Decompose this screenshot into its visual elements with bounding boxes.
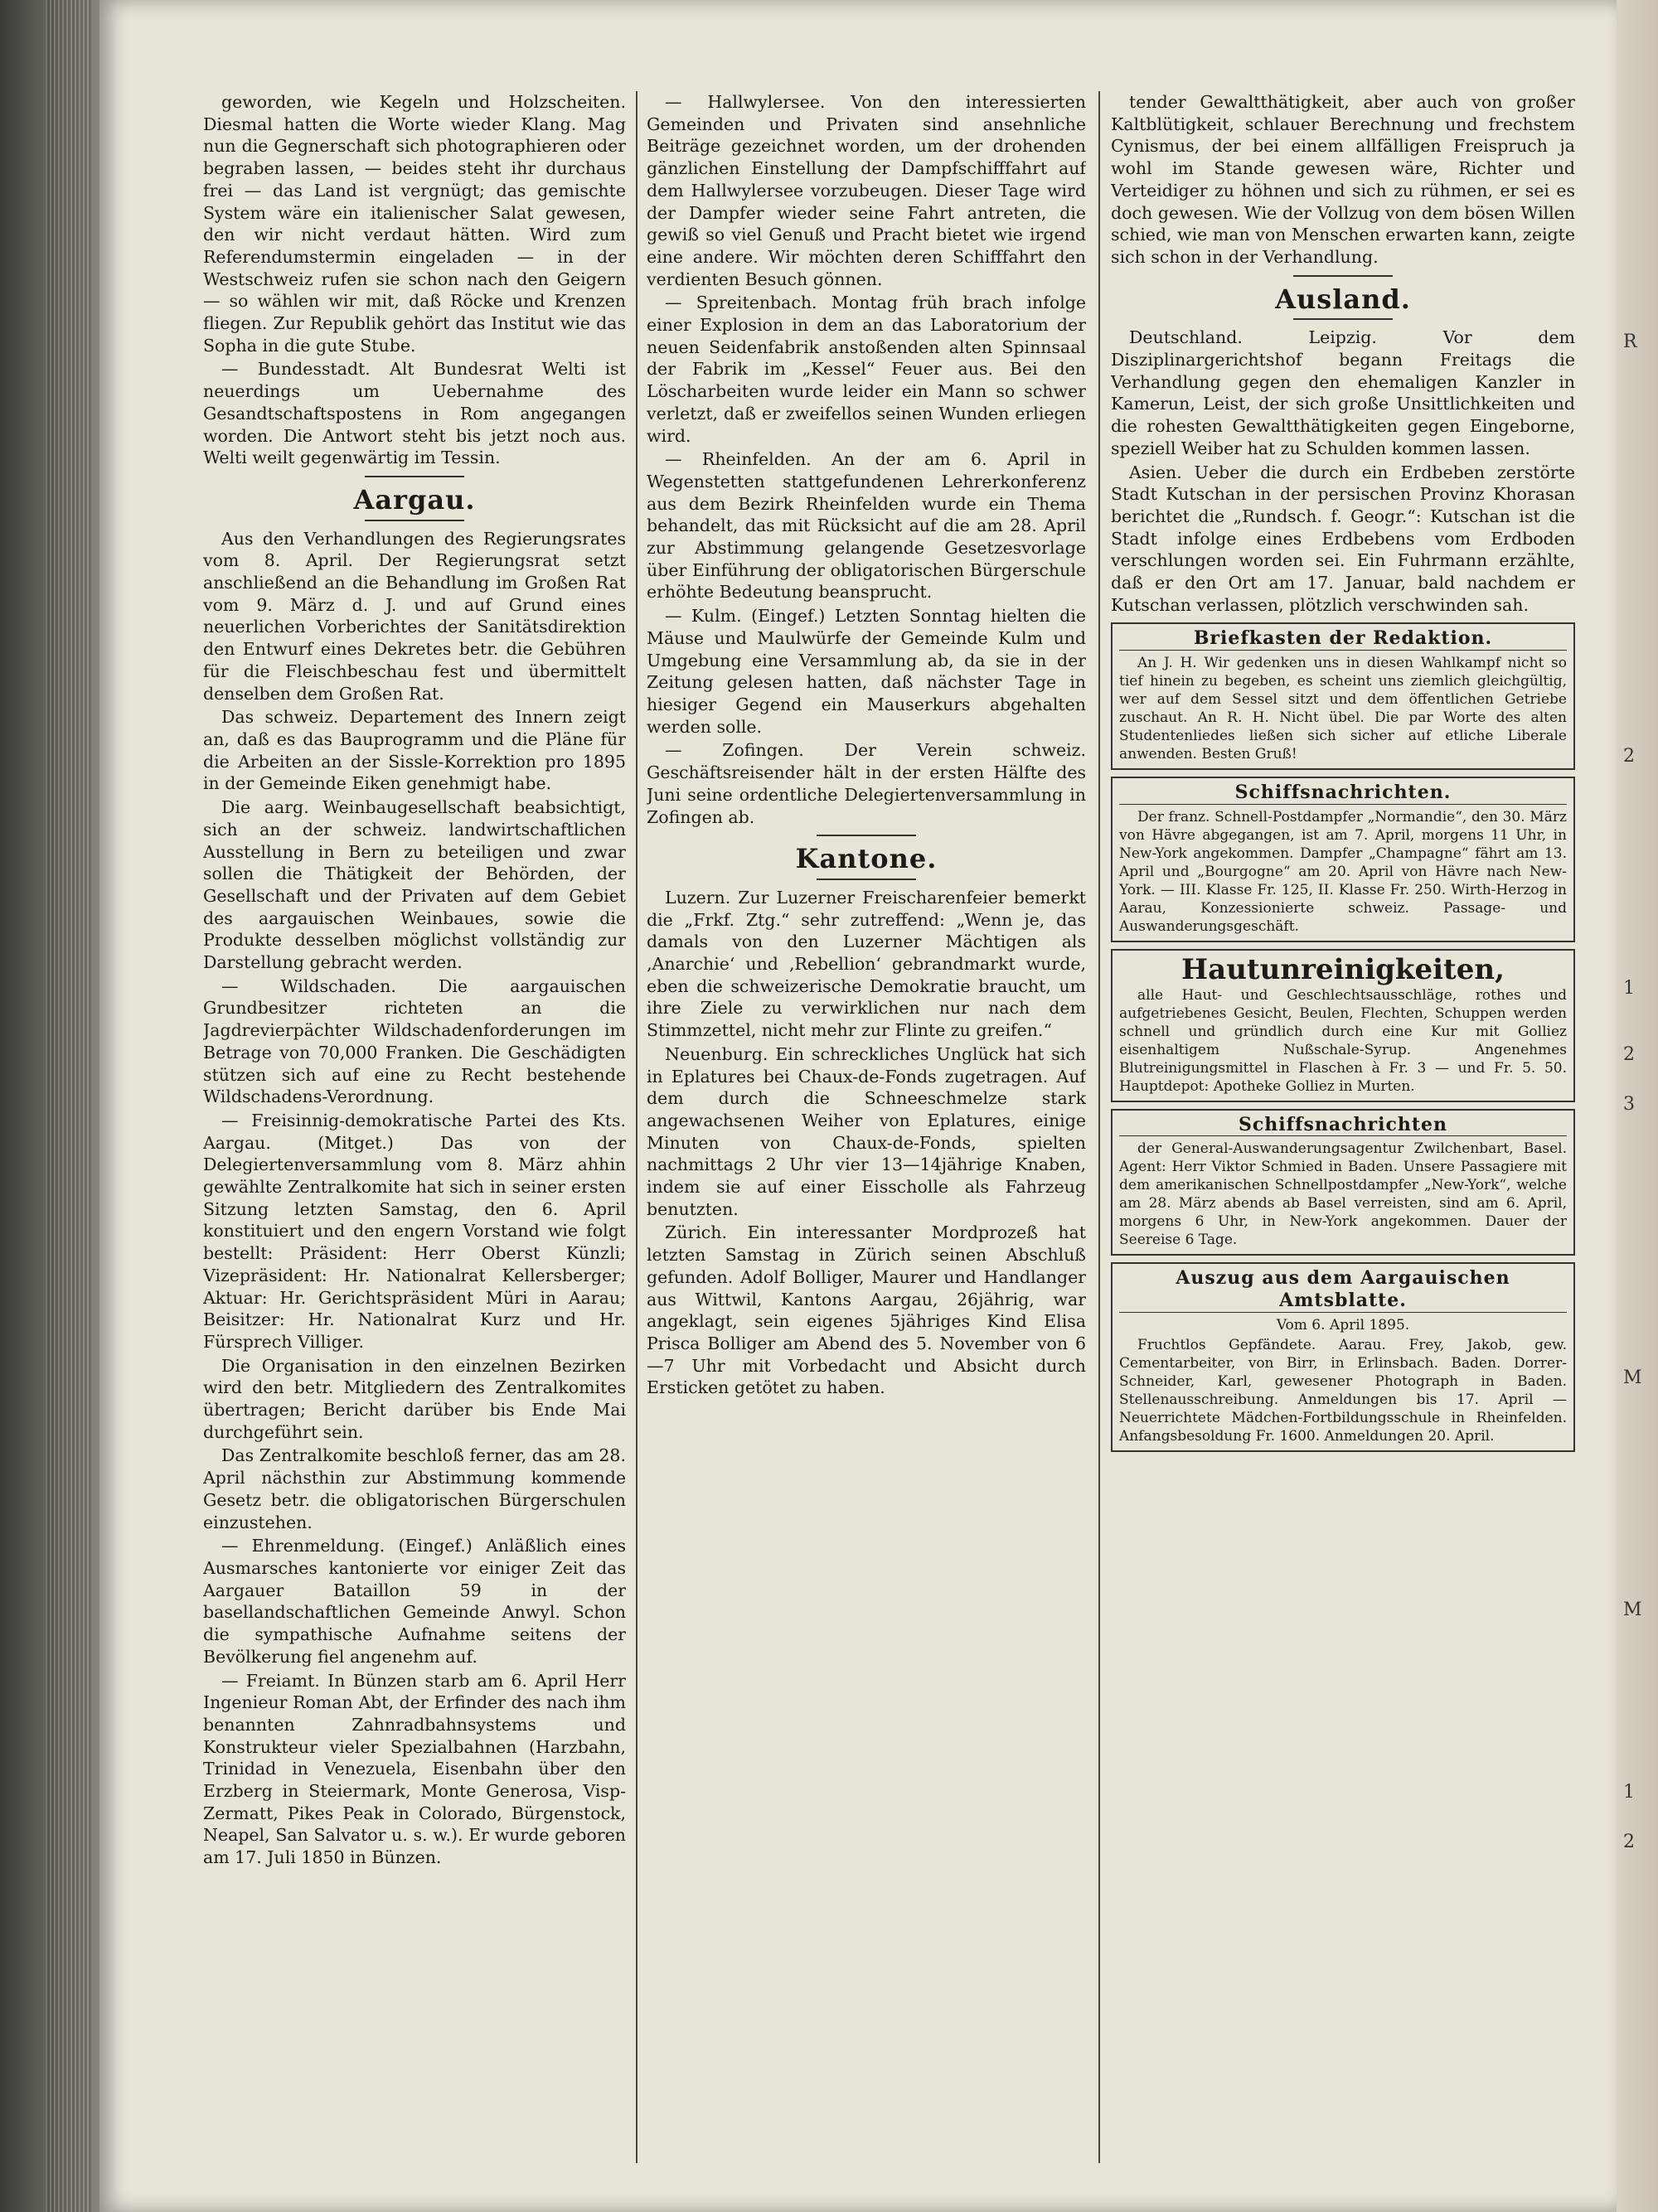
section-heading: Ausland. [1275, 283, 1411, 315]
edge-mark: 2 [1623, 1832, 1635, 1852]
edge-mark: M [1623, 1600, 1642, 1620]
paragraph: — Wildschaden. Die aargauischen Grundbesitzer richteten an die Jagdrevierpächter Wildschadenforderungen im Betrage von 70,000 Franken. Die Geschädigten stützen sich auf eine zu Recht bestehende Wildschadens-Verordnung. [203, 975, 626, 1107]
box-text: der General-Auswanderungsagentur Zwilchenbart, Basel. Agent: Herr Viktor Schmied in Baden. Unsere Passagiere mit dem amerikanischen Schnellpostdampfer „New-York“, welche am 28. März abends ab Basel verreisten, sind am 6. April, morgens 6 Uhr, in New-York angekommen. Dauer der Seereise 6 Tage. [1119, 1140, 1567, 1249]
paragraph: geworden, wie Kegeln und Holzscheiten. Diesmal hatten die Worte wieder Klang. Mag nun die Gegnerschaft sich photographieren oder begraben lassen, — beides steht ihr durchaus frei — das Land ist vergnügt; das gemischte System wäre ein italienischer Salat gewesen, den wir nicht verdaut hätten. Wird zum Referendumstermin eingeladen — in der Westschweiz rufen sie schon nach den Geigern — so wählen wir mit, daß Röcke und Krenzen fliegen. Zur Republik gehört das Institut wie das Sopha in die gute Stube. [203, 92, 626, 356]
paragraph: — Hallwylersee. Von den interessierten Gemeinden und Privaten sind ansehnliche Beiträge gezeichnet worden, um der drohenden gänzlichen Einstellung der Dampfschifffahrt auf dem Hallwylersee vorzubeugen. Dieser Tage wird der Dampfer wieder seine Fahrt antreten, die gewiß so viel Genuß und Pracht bietet wie irgend eine andere. Wir möchten deren Schifffahrt den verdienten Besuch gönnen. [647, 92, 1086, 289]
book-spine [0, 0, 99, 2212]
paragraph: — Freiamt. In Bünzen starb am 6. April Herr Ingenieur Roman Abt, der Erfinder des nach ihm benannten Zahnradbahnsystems und Konstrukteur vieler Spezialbahnen (Harzbahn, Trinidad in Venezuela, Eisenbahn über den Erzberg in Steiermark, Monte Generosa, Visp-Zermatt, Pikes Peak in Colorado, Bürgenstock, Neapel, San Salvator u. s. w.). Er wurde geboren am 17. Juli 1850 in Bünzen. [203, 1670, 626, 1868]
box-title: Briefkasten der Redaktion. [1119, 627, 1567, 651]
next-page-edge [1617, 0, 1658, 2212]
edge-mark: 1 [1623, 1782, 1635, 1803]
paragraph: Die Organisation in den einzelnen Bezirken wird den betr. Mitgliedern des Zentralkomites übertragen; Bericht darüber bis Ende Mai durchgeführt sein. [203, 1355, 626, 1442]
page-edges [46, 0, 91, 2212]
paragraph: — Kulm. (Eingef.) Letzten Sonntag hielten die Mäuse und Maulwürfe der Gemeinde Kulm und Umgebung eine Versammlung ab, da sie in der Zeitung gelesen hatten, daß nächster Tage in hiesiger Gegend ein Mauserkurs abgehalten werden solle. [647, 606, 1086, 737]
paragraph: — Freisinnig-demokratische Partei des Kts. Aargau. (Mitget.) Das von der Delegiertenversammlung vom 8. März ahhin gewählte Zentralkomite hat sich in seiner ersten Sitzung letzten Samstag, den 6. April konstituiert und den engern Vorstand wie folgt bestellt: Präsident: Herr Oberst Künzli; Vizepräsident: Hr. Nationalrat Kellersberger; Aktuar: Hr. Gerichtspräsident Müri in Aarau; Beisitzer: Hr. Nationalrat Kurz und Hr. Fürsprech Villiger. [203, 1110, 626, 1352]
edge-mark: R [1623, 332, 1637, 352]
divider [365, 520, 464, 521]
official-gazette-excerpt [1111, 1262, 1575, 1451]
paragraph: — Zofingen. Der Verein schweiz. Geschäftsreisender hält in der ersten Hälfte des Juni seine ordentliche Delegiertenversammlung in Zofingen ab. [647, 740, 1086, 827]
section-heading: Kantone. [795, 843, 938, 875]
box-text: Der franz. Schnell-Postdampfer „Normandie“, den 30. März von Hävre abgegangen, ist am 7. April, morgens 11 Uhr, in New-York angekommen. Dampfer „Champagne“ fährt am 13. April und „Bourgogne“ am 20. April von Hävre nach New-York. — III. Klasse Fr. 125, II. Klasse Fr. 250. Wirth-Herzog in Aarau, Konzessionierte schweiz. Passage- und Auswanderungsgeschäft. [1119, 808, 1567, 935]
divider [365, 476, 464, 477]
edge-mark: 2 [1623, 1044, 1635, 1065]
skin-remedy-ad [1111, 949, 1575, 1102]
divider [817, 879, 916, 880]
paragraph: Luzern. Zur Luzerner Freischarenfeier bemerkt die „Frkf. Ztg.“ sehr zutreffend: „Wenn je, das damals von den Luzerner Mächtigen als ‚Anarchie‘ und ‚Rebellion‘ gebrandmarkt wurde, eben die schweizerische Demokratie braucht, um ihre Ziele zu verwirklichen nur nach dem Stimmzettel, nicht mehr zur Flinte zu greifen.“ [647, 887, 1086, 1041]
box-text: An J. H. Wir gedenken uns in diesen Wahlkampf nicht so tief hinein zu begeben, es scheint uns ziemlich gleichgültig, wer auf dem Sessel sitzt und dem öffentlichen Getriebe zuschaut. An R. H. Nicht übel. Die par Worte des alten Studentenliedes ließen sich sicher auf etliche Liberale anwenden. Besten Gruß! [1119, 655, 1567, 763]
right-column [1111, 91, 1575, 2180]
paragraph: Deutschland. Leipzig. Vor dem Disziplinargerichtshof begann Freitags die Verhandlung gegen den ehemaligen Kanzler in Kamerun, Leist, der sich große Unsittlichkeiten und die rohesten Gewaltthätigkeiten gegen Eingeborne, speziell Weiber hat zu Schulden kommen lassen. [1111, 327, 1575, 458]
paragraph: Neuenburg. Ein schreckliches Unglück hat sich in Eplatures bei Chaux-de-Fonds zugetragen. Auf dem durch die Schneeschmelze stark angewachsenen Weiher von Eplatures, einige Minuten von Chaux-de-Fonds, spielten nachmittags 2 Uhr vier 13—14jährige Knaben, indem sie auf einer Eisscholle als Fahrzeug benutzten. [647, 1043, 1086, 1219]
box-text: Fruchtlos Gepfändete. Aarau. Frey, Jakob, gew. Cementarbeiter, von Birr, in Erlinsbach. Baden. Dorrer-Schneider, Karl, gewesener Photograph in Baden. Stellenausschreibung. Anmeldungen bis 17. April — Neuerrichtete Mädchen-Fortbildungsschule in Rheinfelden. Anfangsbesoldung Fr. 1600. Anmeldungen 20. April. [1119, 1336, 1567, 1445]
ad-text: alle Haut- und Geschlechtsausschläge, rothes und aufgetriebenes Gesicht, Beulen, Flechten, Schuppen werden schnell und gründlich durch eine Kur mit Golliez eisenhaltigem Nußschale-Syrup. Angenehmes Blutreinigungsmittel in Flaschen à Fr. 3 — und Fr. 5. 50. Hauptdepot: Apotheke Golliez in Murten. [1119, 986, 1567, 1095]
emigration-agency-ad [1111, 1109, 1575, 1256]
left-column [203, 91, 626, 2180]
box-title: Auszug aus dem Aargauischen Amtsblatte. [1119, 1267, 1567, 1312]
paragraph: Aus den Verhandlungen des Regierungsrates vom 8. April. Der Regierungsrat setzt anschließend an die Behandlung im Großen Rat vom 9. März d. J. und auf Grund eines neuerlichen Vorberichtes der Sanitätsdirektion den Entwurf eines Dekretes betr. die Gebühren für die Fleischbeschau fest und übermittelt denselben dem Großen Rat. [203, 528, 626, 704]
paragraph: Das Zentralkomite beschloß ferner, das am 28. April nächsthin zur Abstimmung kommende Gesetz betr. die obligatorischen Bürgerschulen einzustehen. [203, 1445, 626, 1532]
edge-mark: 1 [1623, 978, 1635, 999]
divider [1293, 275, 1393, 277]
box-date: Vom 6. April 1895. [1276, 1316, 1410, 1333]
paragraph: Asien. Ueber die durch ein Erdbeben zerstörte Stadt Kutschan in der persischen Provinz Khorasan berichtet die „Rundsch. f. Geogr.“: Kutschan ist die Stadt infolge eines Erdbebens vom Erdboden verschlungen worden sei. Ein Fuhrmann erzählte, daß er den Ort am 17. Januar, bald nachdem er Kutschan verlassen, plötzlich verschwinden sah. [1111, 462, 1575, 615]
paragraph: — Spreitenbach. Montag früh brach infolge einer Explosion in dem an das Laboratorium der neuen Seidenfabrik anstoßenden alten Spinnsaal der Fabrik im „Kessel“ Feuer aus. Bei den Löscharbeiten wurde leider ein Mann so schwer verletzt, daß er zweifellos seinen Wunden erliegen wird. [647, 293, 1086, 446]
paragraph: — Bundesstadt. Alt Bundesrat Welti ist neuerdings um Uebernahme des Gesandtschaftspostens in Rom angegangen worden. Die Antwort steht bis jetzt noch aus. Welti weilt gegenwärtig im Tessin. [203, 359, 626, 468]
paragraph: Die aarg. Weinbaugesellschaft beabsichtigt, sich an der schweiz. landwirtschaftlichen Ausstellung in Bern zu beteiligen und zwar sollen die Thätigkeit der Behörden, der Gesellschaft und der Privaten auf dem Gebiet des aargauischen Weinbaues, sowie die Produkte desselben möglichst vollständig zur Darstellung gebracht werden. [203, 797, 626, 973]
ad-title: Hautunreinigkeiten, [1181, 952, 1505, 986]
column-rule [636, 91, 638, 2163]
divider [817, 835, 916, 836]
edge-mark: 3 [1623, 1094, 1635, 1115]
column-rule [1098, 91, 1100, 2163]
paragraph: Das schweiz. Departement des Innern zeigt an, daß es das Bauprogramm und die Pläne für die Arbeiten an der Sissle-Korrektion pro 1895 in der Gemeinde Eiken genehmigt habe. [203, 707, 626, 794]
box-title: Schiffsnachrichten. [1119, 782, 1567, 805]
edge-mark: M [1623, 1367, 1642, 1388]
paragraph: Zürich. Ein interessanter Mordprozeß hat letzten Samstag in Zürich seinen Abschluß gefunden. Adolf Bolliger, Maurer und Handlanger aus Wittwil, Kantons Aargau, 26jährig, war angeklagt, sein eigenes 5jähriges Kind Elisa Prisca Bolliger am Abend des 5. November von 6—7 Uhr mit Vorbedacht und Absicht durch Ersticken getötet zu haben. [647, 1222, 1086, 1398]
middle-column [647, 91, 1086, 2180]
paragraph: tender Gewaltthätigkeit, aber auch von großer Kaltblütigkeit, schlauer Berechnung und frechstem Cynismus, der bei einem allfälligen Freispruch ja wohl im Stande gewesen wäre, Richter und Verteidiger zu höhnen und sich zu rühmen, er sei es doch gewesen. Wie der Vollzug von dem bösen Willen schied, wie man von Menschen erwarten kann, zeigte sich schon in der Verhandlung. [1111, 92, 1575, 267]
divider [1293, 318, 1393, 320]
edge-mark: 2 [1623, 746, 1635, 767]
paragraph: — Ehrenmeldung. (Eingef.) Anläßlich eines Ausmarsches kantonierte vor einiger Zeit das Aargauer Bataillon 59 in der basellandschaftlichen Gemeinde Anwyl. Schon die sympathische Aufnahme seitens der Bevölkerung fiel angenehm auf. [203, 1536, 626, 1667]
section-heading: Aargau. [353, 483, 476, 515]
editorial-mailbox [1111, 622, 1575, 770]
paragraph: — Rheinfelden. An der am 6. April in Wegenstetten stattgefundenen Lehrerkonferenz aus dem Bezirk Rheinfelden wurde ein Thema behandelt, das mit Rücksicht auf die am 28. April zur Abstimmung gelangende Gesetzesvorlage über Einführung der obligatorischen Bürgerschule erhöhte Bedeutung beansprucht. [647, 449, 1086, 603]
shipping-news-ad [1111, 777, 1575, 942]
box-title: Schiffsnachrichten [1119, 1114, 1567, 1137]
